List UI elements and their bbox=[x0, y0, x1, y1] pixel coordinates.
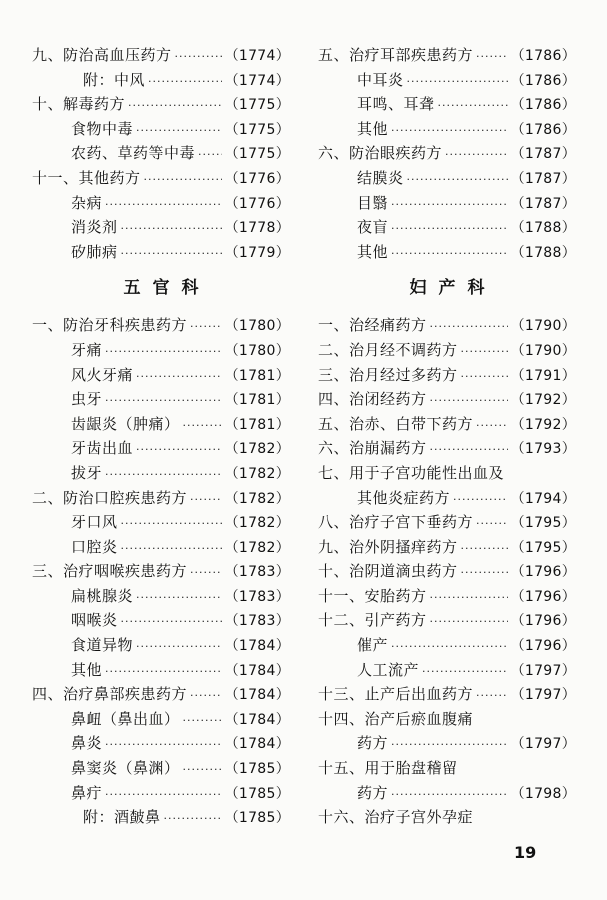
dot-leader bbox=[175, 45, 222, 70]
toc-entry-label: 耳鸣、耳聋 bbox=[357, 95, 435, 114]
dot-leader bbox=[430, 610, 508, 635]
toc-entry bbox=[318, 707, 576, 732]
toc-entry bbox=[318, 338, 576, 363]
toc-entry-label: 目翳 bbox=[357, 193, 389, 212]
toc-entry-page: （1788） bbox=[510, 220, 576, 237]
toc-entry bbox=[318, 658, 576, 683]
toc-entry-page: （1783） bbox=[224, 564, 290, 581]
toc-entry bbox=[32, 141, 290, 166]
dot-leader bbox=[461, 340, 508, 365]
toc-entry bbox=[32, 805, 290, 830]
toc-entry-label: 牙齿出血 bbox=[71, 439, 134, 458]
toc-entry bbox=[318, 141, 576, 166]
dot-leader bbox=[121, 242, 222, 267]
toc-entry-label: 四、治疗鼻部疾患药方 bbox=[32, 685, 188, 704]
toc-entry bbox=[318, 781, 576, 806]
dot-leader bbox=[430, 389, 508, 414]
dot-leader bbox=[128, 94, 222, 119]
toc-entry-page: （1784） bbox=[224, 638, 290, 655]
toc-entry bbox=[318, 731, 576, 756]
toc-entry-label: 十四、治产后瘀血腹痛 bbox=[318, 709, 474, 728]
toc-entry-label: 二、防治口腔疾患药方 bbox=[32, 488, 188, 507]
toc-entry bbox=[32, 756, 290, 781]
right-section-entries bbox=[318, 313, 576, 829]
toc-entry-label: 二、治月经不调药方 bbox=[318, 340, 458, 359]
dot-leader bbox=[430, 315, 508, 340]
toc-entry bbox=[318, 363, 576, 388]
toc-entry-label: 三、治疗咽喉疾患药方 bbox=[32, 562, 188, 581]
dot-leader bbox=[476, 414, 508, 439]
toc-entry bbox=[32, 68, 290, 93]
dot-leader bbox=[407, 168, 508, 193]
dot-leader bbox=[183, 414, 222, 439]
toc-entry bbox=[32, 781, 290, 806]
toc-entry-label: 牙口风 bbox=[71, 513, 118, 532]
dot-leader bbox=[445, 143, 508, 168]
toc-entry-page: （1784） bbox=[224, 662, 290, 679]
dot-leader bbox=[198, 143, 222, 168]
toc-entry-page: （1782） bbox=[224, 515, 290, 532]
toc-entry-page: （1797） bbox=[510, 736, 576, 753]
toc-entry-label: 九、防治高血压药方 bbox=[32, 46, 172, 64]
dot-leader bbox=[136, 635, 222, 660]
toc-entry-page: （1786） bbox=[510, 97, 576, 114]
toc-entry-page: （1782） bbox=[224, 441, 290, 458]
toc-entry-label: 风火牙痛 bbox=[71, 365, 134, 384]
toc-entry-page: （1774） bbox=[224, 48, 290, 64]
toc-entry bbox=[318, 412, 576, 437]
toc-entry bbox=[318, 191, 576, 216]
toc-entry bbox=[32, 215, 290, 240]
dot-leader bbox=[121, 217, 222, 242]
toc-entry-label: 附：中风 bbox=[83, 70, 146, 89]
dot-leader bbox=[136, 119, 222, 144]
toc-entry-page: （1796） bbox=[510, 638, 576, 655]
dot-leader bbox=[461, 561, 508, 586]
right-top-entries bbox=[318, 43, 576, 264]
toc-entry bbox=[318, 436, 576, 461]
toc-entry bbox=[32, 436, 290, 461]
toc-entry-label: 十、解毒药方 bbox=[32, 95, 126, 114]
toc-entry-page: （1786） bbox=[510, 121, 576, 138]
toc-entry bbox=[318, 387, 576, 412]
toc-entry-label: 药方 bbox=[357, 783, 389, 802]
dot-leader bbox=[438, 94, 508, 119]
toc-entry-label: 其他 bbox=[357, 242, 389, 261]
toc-entry-label: 其他 bbox=[71, 660, 103, 679]
dot-leader bbox=[105, 660, 222, 685]
toc-entry bbox=[32, 682, 290, 707]
toc-entry-page: （1779） bbox=[224, 244, 290, 261]
toc-entry-page: （1796） bbox=[510, 588, 576, 605]
toc-entry bbox=[32, 584, 290, 609]
toc-entry bbox=[318, 43, 576, 68]
toc-entry-label: 一、治经痛药方 bbox=[318, 316, 427, 335]
dot-leader bbox=[190, 561, 222, 586]
toc-entry bbox=[32, 707, 290, 732]
toc-entry-label: 结膜炎 bbox=[357, 168, 404, 187]
toc-entry-page: （1797） bbox=[510, 662, 576, 679]
toc-entry-page: （1795） bbox=[510, 515, 576, 532]
dot-leader bbox=[422, 660, 508, 685]
toc-entry-page: （1776） bbox=[224, 170, 290, 187]
toc-entry bbox=[32, 486, 290, 511]
toc-entry-label: 鼻炎 bbox=[71, 734, 103, 753]
toc-entry bbox=[32, 412, 290, 437]
toc-entry bbox=[318, 166, 576, 191]
toc-entry-label: 鼻衄（鼻出血） bbox=[71, 709, 180, 728]
toc-entry-page: （1776） bbox=[224, 195, 290, 212]
toc-entry-label: 五、治赤、白带下药方 bbox=[318, 414, 474, 433]
dot-leader bbox=[183, 709, 222, 734]
toc-entry-page: （1788） bbox=[510, 244, 576, 261]
toc-entry-page: （1775） bbox=[224, 121, 290, 138]
left-column bbox=[32, 43, 290, 830]
right-column bbox=[318, 43, 576, 830]
toc-entry-label: 药方 bbox=[357, 734, 389, 753]
dot-leader bbox=[453, 488, 508, 513]
toc-entry-page: （1781） bbox=[224, 416, 290, 433]
toc-entry-label: 中耳炎 bbox=[357, 70, 404, 89]
dot-leader bbox=[430, 438, 508, 463]
toc-entry-page: （1798） bbox=[510, 785, 576, 802]
toc-entry-label: 其他 bbox=[357, 119, 389, 138]
toc-entry-label: 七、用于子宫功能性出血及 bbox=[318, 463, 505, 482]
dot-leader bbox=[105, 733, 222, 758]
toc-entry bbox=[32, 43, 290, 68]
toc-entry-page: （1781） bbox=[224, 392, 290, 409]
toc-entry-page: （1775） bbox=[224, 146, 290, 163]
toc-entry-page: （1785） bbox=[224, 785, 290, 802]
toc-entry-label: 人工流产 bbox=[357, 660, 420, 679]
toc-entry-label: 鼻疔 bbox=[71, 783, 103, 802]
toc-entry-page: （1786） bbox=[510, 72, 576, 89]
toc-entry bbox=[318, 559, 576, 584]
toc-entry-page: （1783） bbox=[224, 588, 290, 605]
dot-leader bbox=[105, 783, 222, 808]
toc-entry bbox=[32, 313, 290, 338]
toc-entry bbox=[318, 805, 576, 830]
toc-entry bbox=[32, 658, 290, 683]
dot-leader bbox=[136, 586, 222, 611]
section-title-ent: 五官科 bbox=[123, 278, 211, 299]
dot-leader bbox=[391, 635, 508, 660]
dot-leader bbox=[136, 365, 222, 390]
toc-entry-label: 虫牙 bbox=[71, 390, 103, 409]
toc-entry-label: 十二、引产药方 bbox=[318, 611, 427, 630]
page-number: 19 bbox=[514, 843, 537, 862]
toc-entry bbox=[318, 461, 576, 486]
left-top-entries bbox=[32, 43, 290, 264]
toc-entry-page: （1780） bbox=[224, 318, 290, 335]
toc-entry-page: （1784） bbox=[224, 736, 290, 753]
dot-leader bbox=[407, 70, 508, 95]
toc-entry-page: （1782） bbox=[224, 490, 290, 507]
toc-entry-label: 十三、止产后出血药方 bbox=[318, 685, 474, 704]
toc-entry-label: 十六、治疗子宫外孕症 bbox=[318, 808, 474, 827]
toc-entry-page: （1794） bbox=[510, 490, 576, 507]
dot-leader bbox=[190, 684, 222, 709]
dot-leader bbox=[136, 438, 222, 463]
toc-entry-page: （1783） bbox=[224, 613, 290, 630]
toc-entry bbox=[32, 608, 290, 633]
toc-entry-label: 十五、用于胎盘稽留 bbox=[318, 759, 458, 778]
toc-entry bbox=[318, 608, 576, 633]
toc-entry-page: （1778） bbox=[224, 220, 290, 237]
toc-entry bbox=[318, 486, 576, 511]
toc-entry bbox=[318, 68, 576, 93]
toc-entry-label: 拔牙 bbox=[71, 463, 103, 482]
toc-entry-page: （1797） bbox=[510, 687, 576, 704]
dot-leader bbox=[461, 537, 508, 562]
toc-entry bbox=[32, 535, 290, 560]
dot-leader bbox=[105, 340, 222, 365]
left-section-entries bbox=[32, 313, 290, 829]
toc-entry bbox=[318, 682, 576, 707]
toc-entry-page: （1784） bbox=[224, 687, 290, 704]
toc-entry bbox=[32, 510, 290, 535]
toc-entry-label: 六、治崩漏药方 bbox=[318, 439, 427, 458]
toc-entry-label: 其他炎症药方 bbox=[357, 488, 451, 507]
toc-entry bbox=[32, 92, 290, 117]
toc-entry-label: 杂病 bbox=[71, 193, 103, 212]
toc-entry bbox=[32, 166, 290, 191]
toc-entry-page: （1785） bbox=[224, 810, 290, 827]
toc-entry-page: （1790） bbox=[510, 318, 576, 335]
toc-entry-label: 四、治闭经药方 bbox=[318, 390, 427, 409]
dot-leader bbox=[121, 537, 222, 562]
toc-entry-page: （1787） bbox=[510, 146, 576, 163]
dot-leader bbox=[391, 783, 508, 808]
dot-leader bbox=[391, 242, 508, 267]
toc-entry bbox=[32, 633, 290, 658]
toc-entry-page: （1792） bbox=[510, 416, 576, 433]
dot-leader bbox=[105, 193, 222, 218]
dot-leader bbox=[391, 217, 508, 242]
toc-entry-label: 九、治外阴搔痒药方 bbox=[318, 537, 458, 556]
toc-entry bbox=[318, 535, 576, 560]
toc-entry-page: （1785） bbox=[224, 761, 290, 778]
toc-entry bbox=[318, 510, 576, 535]
toc-entry bbox=[318, 92, 576, 117]
toc-entry-label: 十一、其他药方 bbox=[32, 168, 141, 187]
toc-entry-page: （1795） bbox=[510, 539, 576, 556]
toc-entry-label: 十、治阴道滴虫药方 bbox=[318, 562, 458, 581]
dot-leader bbox=[144, 168, 222, 193]
toc-entry-page: （1780） bbox=[224, 342, 290, 359]
dot-leader bbox=[190, 315, 222, 340]
toc-entry-label: 一、防治牙科疾患药方 bbox=[32, 316, 188, 335]
toc-entry-page: （1796） bbox=[510, 564, 576, 581]
toc-entry bbox=[32, 338, 290, 363]
dot-leader bbox=[391, 119, 508, 144]
toc-entry bbox=[318, 313, 576, 338]
toc-entry-label: 夜盲 bbox=[357, 218, 389, 237]
toc-entry bbox=[318, 756, 576, 781]
toc-entry-label: 齿龈炎（肿痛） bbox=[71, 414, 180, 433]
toc-entry bbox=[32, 117, 290, 142]
dot-leader bbox=[391, 733, 508, 758]
toc-entry bbox=[318, 215, 576, 240]
toc-entry-page: （1787） bbox=[510, 195, 576, 212]
toc-entry-page: （1796） bbox=[510, 613, 576, 630]
toc-entry-label: 附：酒皶鼻 bbox=[83, 808, 161, 827]
toc-entry-label: 牙痛 bbox=[71, 340, 103, 359]
toc-entry bbox=[32, 191, 290, 216]
dot-leader bbox=[391, 193, 508, 218]
dot-leader bbox=[121, 610, 222, 635]
dot-leader bbox=[476, 684, 508, 709]
toc-entry-label: 六、防治眼疾药方 bbox=[318, 144, 443, 163]
toc-entry-label: 咽喉炎 bbox=[71, 611, 118, 630]
toc-entry bbox=[318, 117, 576, 142]
toc-entry-label: 扁桃腺炎 bbox=[71, 586, 134, 605]
toc-entry-page: （1786） bbox=[510, 48, 576, 64]
toc-entry bbox=[318, 584, 576, 609]
toc-entry-label: 催产 bbox=[357, 636, 389, 655]
toc-entry-label: 食道异物 bbox=[71, 636, 134, 655]
toc-entry-label: 三、治月经过多药方 bbox=[318, 365, 458, 384]
dot-leader bbox=[105, 463, 222, 488]
toc-entry-page: （1775） bbox=[224, 97, 290, 114]
toc-entry-page: （1774） bbox=[224, 72, 290, 89]
toc-entry-page: （1782） bbox=[224, 539, 290, 556]
section-title-obgyn: 妇产科 bbox=[409, 278, 497, 299]
toc-entry-label: 口腔炎 bbox=[71, 537, 118, 556]
dot-leader bbox=[461, 365, 508, 390]
toc-entry-page: （1790） bbox=[510, 342, 576, 359]
toc-entry-label: 矽肺病 bbox=[71, 242, 118, 261]
toc-entry-page: （1791） bbox=[510, 367, 576, 384]
toc-entry bbox=[32, 363, 290, 388]
toc-entry-label: 五、治疗耳部疾患药方 bbox=[318, 46, 474, 64]
toc-entry-page: （1792） bbox=[510, 392, 576, 409]
toc-entry-label: 鼻窦炎（鼻渊） bbox=[71, 759, 180, 778]
toc-entry-page: （1781） bbox=[224, 367, 290, 384]
dot-leader bbox=[148, 70, 222, 95]
toc-entry-page: （1787） bbox=[510, 170, 576, 187]
toc-entry bbox=[318, 633, 576, 658]
toc-entry bbox=[32, 731, 290, 756]
toc-entry bbox=[32, 387, 290, 412]
dot-leader bbox=[430, 586, 508, 611]
dot-leader bbox=[476, 45, 508, 70]
dot-leader bbox=[190, 488, 222, 513]
toc-entry-label: 农药、草药等中毒 bbox=[71, 144, 196, 163]
toc-entry bbox=[318, 240, 576, 265]
toc-entry-page: （1793） bbox=[510, 441, 576, 458]
toc-entry-label: 食物中毒 bbox=[71, 119, 134, 138]
toc-entry-label: 八、治疗子宫下垂药方 bbox=[318, 513, 474, 532]
toc-entry-label: 消炎剂 bbox=[71, 218, 118, 237]
toc-entry-page: （1782） bbox=[224, 465, 290, 482]
dot-leader bbox=[183, 758, 222, 783]
toc-entry bbox=[32, 461, 290, 486]
dot-leader bbox=[476, 512, 508, 537]
dot-leader bbox=[105, 389, 222, 414]
toc-entry-label: 十一、安胎药方 bbox=[318, 586, 427, 605]
toc-entry bbox=[32, 559, 290, 584]
dot-leader bbox=[164, 807, 222, 832]
toc-entry bbox=[32, 240, 290, 265]
dot-leader bbox=[121, 512, 222, 537]
toc-entry-page: （1784） bbox=[224, 711, 290, 728]
